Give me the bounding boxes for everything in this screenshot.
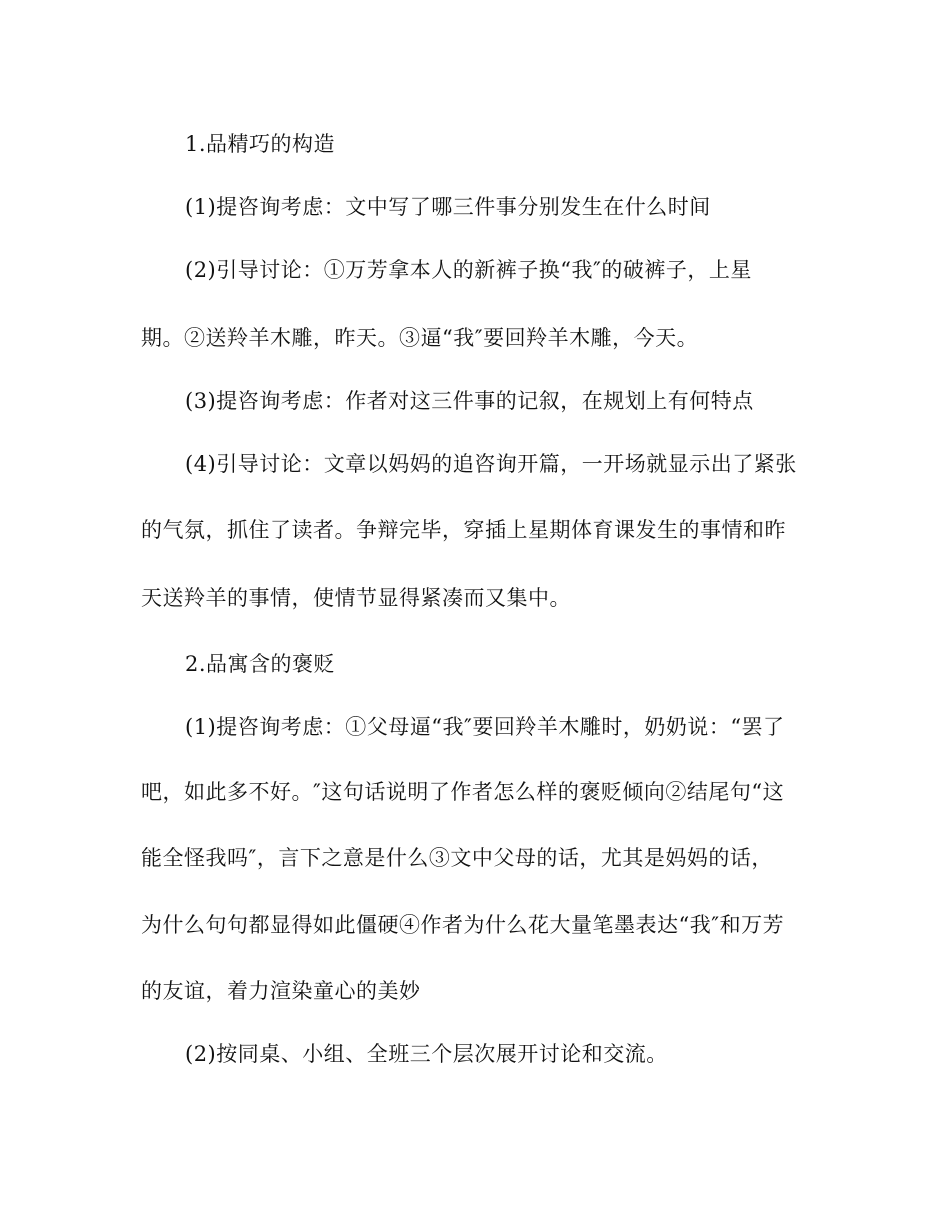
paragraph-line: (2)按同桌、小组、全班三个层次展开讨论和交流。 (185, 1042, 668, 1066)
paragraph-line: (4)引导讨论：文章以妈妈的追咨询开篇，一开场就显示出了紧张 (185, 452, 797, 476)
paragraph-line: (1)提咨询考虑：文中写了哪三件事分别发生在什么时间 (185, 195, 711, 219)
section-heading-1: 1.品精巧的构造 (185, 132, 336, 156)
paragraph-line: 的友谊，着力渲染童心的美妙 (141, 979, 421, 1003)
paragraph-line: 吧，如此多不好。″这句话说明了作者怎么样的褒贬倾向②结尾句“这 (141, 780, 785, 804)
paragraph-line: (1)提咨询考虑：①父母逼“我″要回羚羊木雕时，奶奶说：“罢了 (185, 715, 785, 739)
paragraph-line: 为什么句句都显得如此僵硬④作者为什么花大量笔墨表达“我″和万芳 (141, 913, 785, 937)
paragraph-line: 期。②送羚羊木雕，昨天。③逼“我″要回羚羊木雕，今天。 (141, 326, 699, 350)
paragraph-line: 能全怪我吗″，言下之意是什么③文中父母的话，尤其是妈妈的话， (141, 846, 773, 870)
paragraph-line: 的气氛，抓住了读者。争辩完毕，穿插上星期体育课发生的事情和昨 (141, 518, 786, 542)
paragraph-line: 天送羚羊的事情，使情节显得紧凑而又集中。 (141, 586, 571, 610)
paragraph-line: (2)引导讨论：①万芳拿本人的新裤子换“我″的破裤子，上星 (185, 258, 752, 282)
paragraph-line: (3)提咨询考虑：作者对这三件事的记叙，在规划上有何特点 (185, 389, 754, 413)
section-heading-2: 2.品寓含的褒贬 (185, 652, 336, 676)
